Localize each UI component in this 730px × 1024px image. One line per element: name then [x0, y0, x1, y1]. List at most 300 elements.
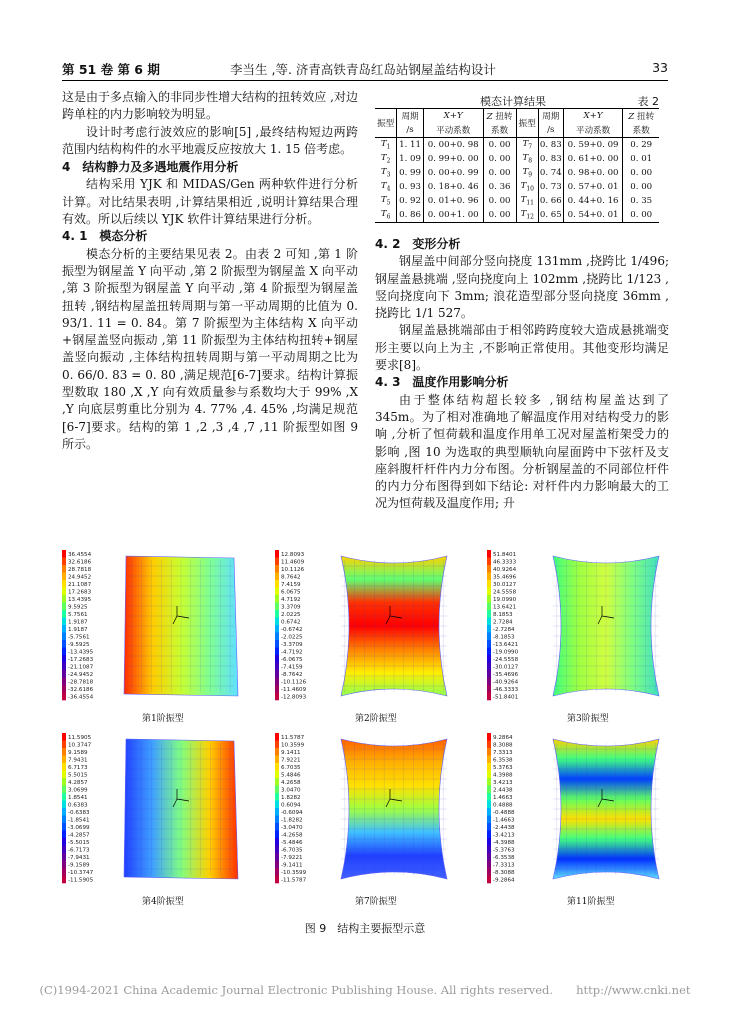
legend-swatch: [275, 763, 279, 771]
legend-value: -0.6383: [68, 810, 90, 816]
legend-value: 36.4554: [68, 552, 92, 558]
legend-value: 11.5905: [68, 735, 92, 741]
legend-value: -3.0470: [281, 825, 303, 831]
legend-value: -6.7035: [281, 847, 303, 854]
legend-value: -4.7192: [281, 649, 303, 656]
table-cell: $T_5$: [375, 194, 397, 208]
paragraph: 这是由于多点输入的非同步性增大结构的扭转效应 ,对边跨单柱的内力影响较为明显。: [62, 90, 358, 122]
table-cell: 0. 59+0. 09: [563, 138, 623, 153]
legend-value: 1.9187: [68, 619, 88, 626]
table-header-sub: /s: [397, 123, 423, 138]
table-cell: 0. 00: [623, 208, 659, 223]
table-cell: $T_9$: [516, 166, 538, 180]
legend-swatch: [487, 678, 491, 686]
legend-value: -6.7173: [68, 847, 90, 854]
table-cell: 0. 54+0. 01: [563, 208, 623, 223]
legend-swatch: [487, 618, 491, 626]
legend-value: -0.6742: [281, 627, 303, 633]
legend-swatch: [62, 793, 66, 801]
table-cell: $T_{11}$: [516, 194, 538, 208]
legend-swatch: [487, 610, 491, 618]
paragraph: 钢屋盖悬挑端部由于相邻跨跨度较大造成悬挑端变形主要以向上为主 ,不影响正常使用。其他变形均满足要求[8]。: [375, 323, 669, 373]
legend-value: 0.4888: [493, 802, 513, 809]
legend-swatch: [62, 868, 66, 876]
table-cell: 0. 92: [397, 194, 423, 208]
table-cell: $T_4$: [375, 180, 397, 194]
legend-value: -10.3747: [68, 870, 94, 876]
legend-value: -36.4554: [68, 694, 94, 701]
paragraph: 结构采用 YJK 和 MIDAS/Gen 两种软件进行分析计算。对比结果表明 ,计算结果相近 ,说明计算结果合理有效。所以后续以 YJK 软件计算结果进行分析。: [62, 177, 358, 227]
legend-value: -6.0675: [281, 657, 303, 663]
legend-swatch: [487, 670, 491, 678]
legend-swatch: [62, 603, 66, 611]
legend-swatch: [275, 663, 279, 671]
legend-value: -3.3709: [281, 642, 303, 648]
legend-value: -11.5787: [281, 877, 307, 884]
legend-value: 13.4395: [68, 597, 92, 603]
legend-value: -8.3088: [493, 870, 515, 876]
legend-swatch: [275, 778, 279, 786]
copyright-footer: (C)1994-2021 China Academic Journal Electronic Publishing House. All rights reserved. http://www.cnki.net: [39, 983, 691, 997]
legend-value: 1.9187: [68, 627, 88, 633]
legend-value: 21.1087: [68, 582, 92, 588]
legend-value: -1.4663: [493, 817, 515, 824]
legend-swatch: [275, 633, 279, 641]
table-label: 表 2: [637, 95, 659, 108]
legend-swatch: [275, 610, 279, 618]
table-header-sub: 系数: [483, 123, 516, 138]
legend-value: 8.3088: [493, 742, 513, 749]
legend-value: 5.4846: [281, 772, 301, 779]
paragraph: 设计时考虑行波效应的影响[5] ,最终结构短边两跨范围内结构构件的水平地震反应按放大 1. 15 倍考虑。: [62, 124, 358, 156]
legend-value: 6.7035: [281, 765, 301, 771]
table-cell: $T_2$: [375, 152, 397, 166]
legend-value: -5.3763: [493, 847, 515, 854]
header-article-title: 李当生 ,等. 济青高铁青岛红岛站钢屋盖结构设计: [230, 62, 496, 77]
table-cell: $T_8$: [516, 152, 538, 166]
legend-swatch: [275, 748, 279, 756]
mode-shape-plot: [487, 731, 673, 891]
table-header-sub: 系数: [623, 123, 659, 138]
legend-value: 0.6383: [68, 802, 88, 809]
table-cell: 0. 98+0. 00: [563, 166, 623, 180]
table-header: Z 扭转: [623, 109, 659, 124]
legend-value: 3.4213: [493, 780, 513, 786]
legend-swatch: [275, 678, 279, 686]
legend-swatch: [275, 801, 279, 809]
legend-swatch: [487, 816, 491, 824]
table-cell: 0. 65: [538, 208, 563, 223]
legend-value: -40.9264: [493, 679, 519, 686]
legend-value: -7.4159: [281, 664, 303, 671]
page-number: 33: [652, 60, 668, 75]
legend-swatch: [487, 648, 491, 656]
legend-value: 2.0225: [281, 612, 301, 618]
table-cell: 0. 93: [397, 180, 423, 194]
legend-swatch: [487, 633, 491, 641]
legend-value: -11.4609: [281, 687, 307, 693]
legend-swatch: [487, 565, 491, 573]
legend-swatch: [62, 678, 66, 686]
table-cell: 0. 00+1. 00: [423, 208, 483, 223]
table-cell: 0. 00: [630, 168, 653, 178]
legend-value: -4.3988: [493, 840, 515, 846]
table-row: [375, 138, 659, 153]
legend-value: -6.3538: [493, 855, 515, 861]
legend-swatch: [275, 853, 279, 861]
legend-swatch: [62, 580, 66, 588]
legend-swatch: [275, 793, 279, 801]
legend-swatch: [487, 655, 491, 663]
legend-swatch: [275, 648, 279, 656]
legend-value: 5.5015: [68, 772, 88, 779]
legend-swatch: [487, 640, 491, 648]
legend-swatch: [62, 823, 66, 831]
legend-value: 3.3709: [281, 604, 301, 611]
legend-swatch: [275, 588, 279, 596]
legend-swatch: [487, 876, 491, 884]
legend-value: 8.1853: [493, 612, 513, 618]
table-cell: 0. 00: [483, 152, 516, 166]
legend-value: 11.4609: [281, 559, 305, 566]
paragraph: 模态分析的主要结果见表 2。由表 2 可知 ,第 1 阶振型为钢屋盖 Y 向平动 ,第 2 阶振型为钢屋盖 X 向平动 ,第 3 阶振型为钢屋盖 Y 向平动 ,第 4 阶振型为钢屋盖扭转 ,钢结构屋盖扭转周期与第一平动周期的比值为 0. 93/1. 11 = 0. 84。第 7 阶振型为主体结构 X 向平动+钢屋盖竖向振动 ,第 11 阶振型为主体结构扭转+钢屋盖竖向振动 ,主体结构扭转周期与第一平动周期之比为 0. 66/0. 83 = 0. 80 ,满足规范[6-7]要求。结构计算振型数取 180 ,X ,Y 向有效质量参与系数均大于 99% ,X ,Y 向底层剪重比分别为 4. 77% ,4. 45% ,均满足规范[6-7]要求。结构的第 1 ,2 ,3 ,4 ,7 ,11 阶振型如图 9 所示。: [62, 246, 358, 451]
journal-volume: 第 51 卷 第 6 期: [62, 62, 160, 77]
legend-swatch: [487, 823, 491, 831]
legend-swatch: [275, 618, 279, 626]
legend-swatch: [62, 685, 66, 693]
legend-value: 17.2683: [68, 589, 92, 596]
legend-value: 10.3747: [68, 742, 92, 749]
legend-swatch: [487, 733, 491, 741]
mode-shape-plot: [487, 548, 673, 708]
legend-swatch: [62, 573, 66, 581]
legend-value: 51.8401: [493, 552, 517, 558]
table-row: [375, 180, 659, 194]
legend-value: -12.8093: [281, 694, 307, 701]
table-header-sub: /s: [538, 123, 563, 138]
table-cell: $T_1$: [375, 138, 397, 153]
legend-value: 28.7818: [68, 567, 92, 573]
panel-caption: 第11阶振型: [567, 897, 615, 907]
legend-swatch: [275, 771, 279, 779]
table-row: [375, 152, 659, 166]
legend-swatch: [487, 741, 491, 749]
legend-swatch: [487, 801, 491, 809]
table-cell: 0. 18+0. 46: [423, 180, 483, 194]
legend-value: 5.7561: [68, 612, 88, 618]
legend-swatch: [487, 580, 491, 588]
legend-value: 7.9221: [281, 757, 301, 764]
table-header-sub: 平动系数: [563, 123, 623, 138]
legend-swatch: [275, 685, 279, 693]
legend-value: 40.9264: [493, 567, 517, 573]
legend-value: 4.3988: [493, 772, 513, 779]
legend-value: -46.3333: [493, 687, 519, 693]
table-cell: 0. 83: [538, 138, 563, 153]
legend-value: 7.4159: [281, 582, 301, 588]
legend-value: 13.6421: [493, 604, 517, 611]
legend-value: -8.7642: [281, 672, 303, 678]
mode-shape-panel: [487, 548, 673, 724]
legend-swatch: [275, 756, 279, 764]
legend-swatch: [275, 558, 279, 566]
table-cell: $T_{12}$: [516, 208, 538, 223]
legend-value: -0.6094: [281, 810, 303, 816]
legend-value: 5.3763: [493, 765, 513, 771]
legend-value: -5.4846: [281, 840, 303, 846]
panel-caption: 第2阶振型: [355, 714, 397, 724]
legend-swatch: [275, 876, 279, 884]
legend-swatch: [275, 823, 279, 831]
table-row: [375, 166, 659, 180]
legend-value: 1.4663: [493, 795, 513, 801]
table-cell: 0. 01: [630, 154, 653, 164]
table-header: 周期: [397, 109, 423, 124]
table-header: 振型: [516, 109, 538, 138]
legend-value: 4.2658: [281, 780, 301, 786]
legend-value: 0.6094: [281, 802, 301, 809]
legend-swatch: [275, 868, 279, 876]
legend-value: 7.3313: [493, 750, 513, 756]
table-row: [375, 208, 659, 223]
table-header-sub: 平动系数: [423, 123, 483, 138]
legend-value: -7.9221: [281, 855, 303, 861]
legend-swatch: [62, 763, 66, 771]
legend-swatch: [487, 756, 491, 764]
legend-swatch: [62, 756, 66, 764]
legend-value: 11.5787: [281, 735, 305, 741]
legend-swatch: [62, 831, 66, 839]
legend-swatch: [275, 655, 279, 663]
table-cell: 0. 00: [483, 166, 516, 180]
legend-swatch: [62, 550, 66, 558]
table-cell: 0. 00: [483, 138, 516, 153]
legend-value: -32.6186: [68, 687, 94, 693]
legend-swatch: [487, 868, 491, 876]
legend-swatch: [62, 733, 66, 741]
legend-swatch: [275, 861, 279, 869]
legend-value: -30.0127: [493, 664, 519, 671]
legend-swatch: [487, 808, 491, 816]
legend-value: -35.4696: [493, 672, 519, 678]
table-header: Z 扭转: [483, 109, 516, 124]
table-cell: 1. 09: [397, 152, 423, 166]
legend-value: 6.0675: [281, 589, 301, 596]
legend-swatch: [62, 648, 66, 656]
table-cell: 0. 00: [483, 194, 516, 208]
legend-swatch: [62, 633, 66, 641]
panel-caption: 第1阶振型: [142, 714, 184, 724]
legend-value: -8.1853: [493, 634, 515, 641]
legend-value: 1.8541: [68, 795, 88, 801]
legend-value: -1.8541: [68, 817, 90, 824]
legend-value: -51.8401: [493, 694, 519, 701]
legend-value: 19.0990: [493, 597, 517, 603]
legend-swatch: [487, 663, 491, 671]
legend-value: 9.1411: [281, 750, 301, 756]
left-column: [62, 89, 358, 453]
legend-value: -21.1087: [68, 664, 94, 671]
legend-value: 4.2857: [68, 780, 88, 786]
legend-swatch: [62, 640, 66, 648]
legend-value: -7.3313: [493, 862, 515, 869]
legend-value: 9.5925: [68, 604, 88, 611]
legend-value: 9.2864: [493, 735, 513, 741]
right-column: [375, 236, 669, 513]
legend-value: -9.2864: [493, 877, 515, 884]
legend-swatch: [62, 618, 66, 626]
legend-swatch: [275, 603, 279, 611]
legend-swatch: [275, 693, 279, 701]
mode-shape-plot: [275, 548, 461, 708]
legend-value: 46.3333: [493, 559, 517, 566]
legend-swatch: [487, 831, 491, 839]
table-cell: 0. 00: [483, 208, 516, 223]
legend-swatch: [487, 771, 491, 779]
mode-shape-plot: [275, 731, 461, 891]
legend-value: -2.0225: [281, 634, 303, 641]
legend-value: -2.7284: [493, 627, 515, 633]
legend-swatch: [62, 625, 66, 633]
legend-swatch: [275, 640, 279, 648]
legend-value: -9.1589: [68, 862, 90, 869]
legend-swatch: [62, 741, 66, 749]
table-cell: 1. 11: [397, 138, 423, 153]
legend-value: 0.6742: [281, 619, 301, 626]
legend-swatch: [62, 588, 66, 596]
legend-value: 35.4696: [493, 574, 517, 581]
legend-swatch: [62, 610, 66, 618]
table-cell: 0. 01+0. 96: [423, 194, 483, 208]
legend-value: -11.5905: [68, 877, 94, 884]
paragraph: 由于整体结构超长较多 ,钢结构屋盖达到了 345m。为了相对准确地了解温度作用对结构受力的影响 ,分析了恒荷载和温度作用单工况对屋盖桁架受力的影响 ,图 10 为选取的典型顺轨向屋面跨中下弦杆及支座斜腹杆杆件内力分布图。分析钢屋盖的不同部位杆件的内力分布图得到如下结论: 对杆件内力影响最大的工况为恒荷载及温度作用; 升: [375, 392, 669, 511]
legend-value: -10.3599: [281, 870, 307, 876]
legend-value: -5.5015: [68, 840, 90, 846]
table-cell: $T_6$: [375, 208, 397, 223]
legend-swatch: [487, 846, 491, 854]
legend-swatch: [275, 741, 279, 749]
legend-swatch: [62, 876, 66, 884]
legend-swatch: [487, 625, 491, 633]
subsection-heading: 4. 2 变形分析: [375, 237, 461, 251]
legend-value: 30.0127: [493, 582, 517, 588]
table-header: 周期: [538, 109, 563, 124]
legend-value: -13.4395: [68, 649, 94, 656]
legend-value: -24.9452: [68, 672, 94, 678]
section-heading: 4 结构静力及多遇地震作用分析: [62, 160, 239, 175]
legend-value: -4.2857: [68, 832, 90, 839]
legend-swatch: [275, 838, 279, 846]
modal-results-table: [375, 108, 659, 223]
legend-value: -7.9431: [68, 855, 90, 861]
figure-caption: 图 9 结构主要振型示意: [304, 922, 426, 935]
legend-value: -3.0699: [68, 825, 90, 831]
figure-9: [62, 548, 670, 928]
mode-shape-panel: [487, 731, 673, 907]
legend-swatch: [62, 801, 66, 809]
legend-value: -5.7561: [68, 634, 90, 641]
table-cell: 0. 99+0. 00: [423, 152, 483, 166]
legend-swatch: [275, 580, 279, 588]
legend-swatch: [487, 786, 491, 794]
table-header: 振型: [375, 109, 397, 138]
legend-swatch: [487, 685, 491, 693]
mode-shape-panel: [275, 548, 461, 724]
table-cell: 0. 35: [630, 196, 653, 206]
legend-swatch: [487, 838, 491, 846]
legend-swatch: [62, 786, 66, 794]
legend-swatch: [275, 550, 279, 558]
legend-swatch: [487, 573, 491, 581]
legend-value: -2.4438: [493, 825, 515, 831]
legend-value: 7.9431: [68, 757, 88, 764]
legend-swatch: [62, 595, 66, 603]
legend-value: -4.2658: [281, 832, 303, 839]
legend-swatch: [62, 816, 66, 824]
legend-swatch: [62, 558, 66, 566]
legend-swatch: [62, 838, 66, 846]
table-cell: 0. 29: [630, 140, 653, 150]
table-cell: 0. 57+0. 01: [563, 180, 623, 194]
legend-swatch: [62, 565, 66, 573]
table-cell: 0. 44+0. 16: [563, 194, 623, 208]
legend-swatch: [487, 693, 491, 701]
mode-shape-panel: [62, 731, 248, 907]
legend-swatch: [62, 670, 66, 678]
legend-swatch: [62, 655, 66, 663]
legend-swatch: [62, 846, 66, 854]
table-header: X+Y: [423, 109, 483, 124]
legend-swatch: [487, 861, 491, 869]
legend-swatch: [275, 565, 279, 573]
legend-swatch: [275, 816, 279, 824]
legend-swatch: [275, 595, 279, 603]
legend-swatch: [275, 831, 279, 839]
table-cell: 0. 00+0. 98: [423, 138, 483, 153]
legend-value: 32.6186: [68, 559, 92, 566]
legend-swatch: [487, 595, 491, 603]
legend-swatch: [487, 603, 491, 611]
legend-swatch: [62, 778, 66, 786]
mode-shape-plot: [62, 548, 248, 708]
legend-swatch: [487, 550, 491, 558]
subsection-heading: 4. 3 温度作用影响分析: [375, 375, 509, 390]
table-cell: $T_7$: [516, 138, 538, 153]
table-cell: $T_{10}$: [516, 180, 538, 194]
header-rule: [62, 80, 668, 81]
mode-shape-panel: [62, 548, 248, 724]
legend-swatch: [62, 808, 66, 816]
panel-caption: 第3阶振型: [567, 714, 609, 724]
legend-swatch: [487, 558, 491, 566]
legend-swatch: [275, 846, 279, 854]
table-cell: 0. 61+0. 00: [563, 152, 623, 166]
table-cell: 0. 99: [397, 166, 423, 180]
running-header: [62, 60, 668, 76]
legend-value: -0.4888: [493, 810, 515, 816]
legend-value: -28.7818: [68, 679, 94, 686]
legend-swatch: [275, 733, 279, 741]
legend-swatch: [487, 778, 491, 786]
legend-value: 6.3538: [493, 757, 513, 764]
table-cell: 0. 86: [397, 208, 423, 223]
legend-swatch: [487, 588, 491, 596]
legend-value: 12.8093: [281, 552, 305, 558]
table-row: [375, 194, 659, 208]
legend-swatch: [62, 748, 66, 756]
legend-value: 3.0699: [68, 787, 88, 794]
table-cell: 0. 00+0. 99: [423, 166, 483, 180]
